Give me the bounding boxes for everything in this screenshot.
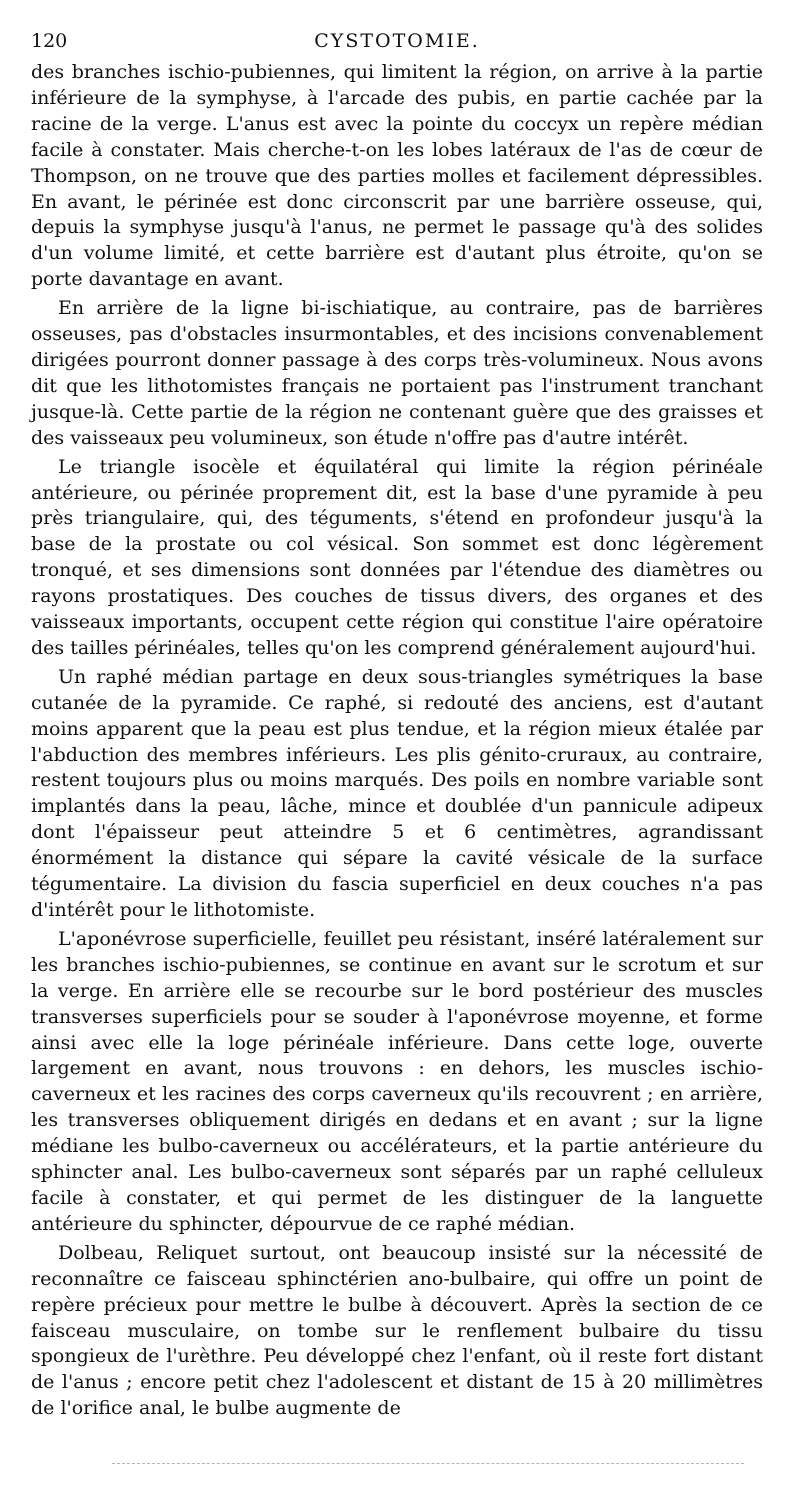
page-number: 120	[31, 30, 68, 52]
paragraph-dolbeau-reliquet: Dolbeau, Reliquet surtout, ont beaucoup insisté sur la nécessité de reconnaître ce faisceau sphinctérien ano-bulbaire, qui offre un point de repère précieux pour mettre le bulbe à découvert. Après la section de ce faisceau musculaire, on tombe sur le renflement bulbaire du tissu spongieux de l'urèthre. Peu développé chez l'enfant, où il reste fort distant de l'anus ; encore petit chez l'adolescent et distant de 15 à 20 millimètres de l'orifice anal, le bulbe augmente de	[31, 1241, 763, 1420]
running-head	[31, 30, 763, 60]
paragraph-continuation: des branches ischio-pubiennes, qui limitent la région, on arrive à la partie inférieure de la symphyse, à l'arcade des pubis, en partie cachée par la racine de la verge. L'anus est avec la pointe du coccyx un repère médian facile à constater. Mais cherche-t-on les lobes latéraux de l'as de cœur de Thompson, on ne trouve que des parties molles et facilement dépressibles. En avant, le périnée est donc circonscrit par une barrière osseuse, qui, depuis la symphyse jusqu'à l'anus, ne permet le passage qu'à des solides d'un volume limité, et cette barrière est d'autant plus étroite, qu'on se porte davantage en avant.	[31, 61, 763, 291]
footer-rule	[112, 1463, 744, 1464]
paragraph-aponevrose-superficielle: L'aponévrose superficielle, feuillet peu résistant, inséré latéralement sur les branches ischio-pubiennes, se continue en avant sur le scrotum et sur la verge. En arrière elle se recourbe sur le bord postérieur des muscles transverses superficiels pour se souder à l'aponévrose moyenne, et forme ainsi avec elle la loge périnéale inférieure. Dans cette loge, ouverte largement en avant, nous trouvons : en dehors, les muscles ischio-caverneux et les racines des corps caverneux qu'ils recouvrent ; en arrière, les transverses obliquement dirigés en dedans et en avant ; sur la ligne médiane les bulbo-caverneux ou accélérateurs, et la partie antérieure du sphincter anal. Les bulbo-caverneux sont séparés par un raphé celluleux facile à constater, et qui permet de les distinguer de la languette antérieure du sphincter, dépourvue de ce raphé médian.	[31, 927, 763, 1235]
paragraph-ligne-bi-ischiatique: En arrière de la ligne bi-ischiatique, au contraire, pas de barrières osseuses, pas d'obstacles insurmontables, et des incisions convenablement dirigées pourront donner passage à des corps très-volumineux. Nous avons dit que les lithotomistes français ne portaient pas l'instrument tranchant jusque-là. Cette partie de la région ne contenant guère que des graisses et des vaisseaux peu volumineux, son étude n'offre pas d'autre intérêt.	[31, 297, 763, 449]
running-title: CYSTOTOMIE.	[314, 30, 480, 52]
body-text	[31, 60, 763, 1422]
paragraph-triangle-isocele: Le triangle isocèle et équilatéral qui limite la région périnéale antérieure, ou périnée proprement dit, est la base d'une pyramide à peu près triangulaire, qui, des téguments, s'étend en profondeur jusqu'à la base de la prostate ou col vésical. Son sommet est donc légèrement tronqué, et ses dimensions sont données par l'étendue des diamètres ou rayons prostatiques. Des couches de tissus divers, des organes et des vaisseaux importants, occupent cette région qui constitue l'aire opératoire des tailles périnéales, telles qu'on les comprend généralement aujourd'hui.	[31, 455, 763, 659]
paragraph-raphe-median: Un raphé médian partage en deux sous-triangles symétriques la base cutanée de la pyramide. Ce raphé, si redouté des anciens, est d'autant moins apparent que la peau est plus tendue, et la région mieux étalée par l'abduction des membres inférieurs. Les plis génito-cruraux, au contraire, restent toujours plus ou moins marqués. Des poils en nombre variable sont implantés dans la peau, lâche, mince et doublée d'un pannicule adipeux dont l'épaisseur peut atteindre 5 et 6 centimètres, agrandissant énormément la distance qui sépare la cavité vésicale de la surface tégumentaire. La division du fascia superficiel en deux couches n'a pas d'intérêt pour le lithotomiste.	[31, 665, 763, 921]
book-page	[31, 30, 763, 1425]
